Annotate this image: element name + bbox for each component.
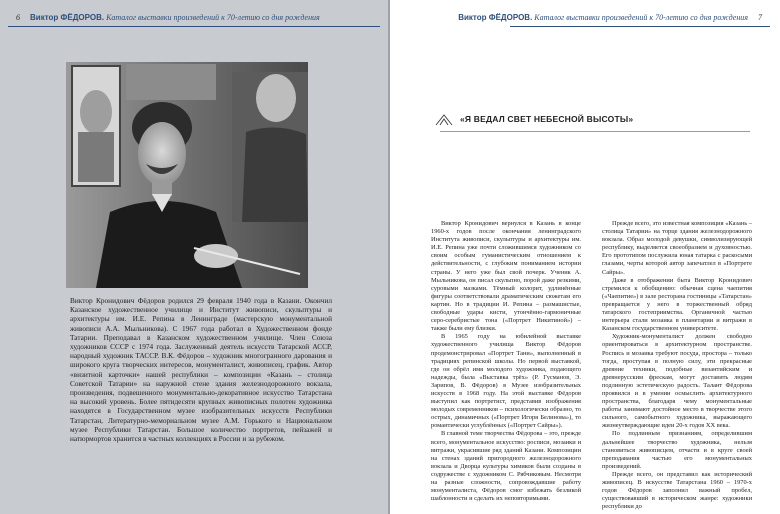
left-running-header [8,13,320,22]
col2-paragraph: По подлинным признаниям, определившим дальнейшее творчество художника, нельзя становиться живописцем, отчасти и в круге своей преподавания частью его монументальных произведений. [602,430,752,470]
right-running-header [458,13,770,22]
col2-paragraph: Художник-монументалист должен свободно ориентироваться в архитектурном пространстве. Роспись и мозаика требуют посуда, простора – только тогда, проступая в полную силу, эти прекрасные древние техники, подобные византийским и древнерусским фрескам, могут доставить людям подлинную эстетическую радость. Талант Фёдорова проявился и в умении осмыслить архитектурного пространства, благодаря чему монументальные работы занимают достойное место в творчестве этого сильного, самобытного художника, выражающего жизнеутверждающие идеи 20-х годов XX века. [602,333,752,430]
left-header-rule [8,26,380,27]
right-header-rule [510,26,770,27]
left-header-caption: Каталог выставки произведений к 70-летию со дня рождения [106,13,320,22]
right-page-number: 7 [758,13,762,22]
col2-paragraph: Даже в отображении быта Виктор Кронидович стремился к обобщению: обычная сцена чаепития («Чаепитие») в зале ресторана гостиницы «Татарстан» превращается у него в торжественный обряд татарского гостеприимства. Органичной частью интерьера стали мозаика в планетарии и витражи в Казанском государственном университете. [602,276,752,333]
left-header-author: Виктор ФЁДОРОВ. [30,13,105,22]
left-page [0,0,388,514]
col1-paragraph: Виктор Кронидович вернулся в Казань в конце 1960-х годов после окончания ленинградского Института живописи, скульптуры и архитектуры им. И.Е. Репина уже почти сложившимся художником со своим особым гуманистическим отношением к действительности, с глубоким пониманием истории страны. У него уже был свой почерк. Ученик А. Мыльникова, он писал скульпно, порой даже резкими, суровыми мазками. Тёмный колорит, удлинённые фигуры соответствовали драматическим сюжетам его картин. Но в традиции И. Репина – размашистые, свободные удары кисти, утончённо-гармоничные серо-серебристые тона («Портрет Никитиной») – также были ему близки. [431,220,581,333]
col1-paragraph: В главной теме творчества Фёдорова – это, прежде всего, монументальное искусство: росписи, мозаики и витражи, украсившие ряд зданий Казани. Композиции на стенах зданий пригородного железнодорожного вокзала и Дворца культуры химиков были созданы в содружестве с художником С. Рябчиковым. Несмотря на разные сложности, сопровождавшие работу монументалиста, Фёдоров смог избежать безликой шаблонности и сделать их неповторимыми. [431,430,581,503]
article-column-2 [602,220,752,511]
article-column-1 [431,220,581,503]
left-page-number: 6 [16,13,20,22]
right-header-author: Виктор ФЁДОРОВ. [458,13,533,22]
col2-paragraph: Прежде всего, он представил как исторический живописец. В искусстве Татарстана 1960 – 1970-х годов Фёдоров заполнил важный пробел, существовавший в историческом жанре: художники республики до [602,470,752,511]
col1-paragraph: В 1965 году на юбилейной выставке художественного училища Виктор Фёдоров продемонстрировал «Портрет Тани», выполненный в традициях репинской школы. Но первой выставкой, где он обрёл имя молодого художника, подающего надежды, была «Выставка трёх» (Р. Гусманов, Э. Зарипов, В. Фёдоров) в Музее изобразительных искусств в 1968 году. На этой выставке Фёдоров выступил как портретист, представив изображения молодых современников – психологически образно, то острых, динамичных («Портрет Игоря Белинова»), то романтически углублённых («Портрет Сайры»). [431,333,581,430]
biography-caption: Виктор Кронидович Фёдоров родился 29 февраля 1940 года в Казани. Окончил Казанское художественное училище и Институт живописи, скульптуры и архитектуры им. И.Е. Репина в Ленинграде (мастерскую монументальной живописи А.А. Мыльникова). С 1967 года работал в Художественном фонде Татарии. Преподавал в Казанском художественном училище. Член Союза художников СССР с 1974 года. Заслуженный деятель искусств Татарской АССР, народный художник ТАССР. В.К. Фёдоров – художник многогранного дарования и широкого круга творческих интересов, монументалист, живописец, график. Автор «визитной карточки» нашей республики – композиции «Казань – столица Советской Татарии» на наружной стене здания железнодорожного вокзала, произведения, подвешенного монументально-декоративное искусство Татарстана на высокий уровень. Более пятидесяти крупных живописных полотен художника находятся в Государственном музее изобразительных искусств Республики Татарстан, Литературно-мемориальном музее А.М. Горького и Национальном музее Республики Татарстан. Большое количество портретов, пейзажей и натюрмортов хранится в частных коллекциях в России и за рубежом. [70,296,332,444]
col2-paragraph: Прежде всего, это известная композиция «Казань – столица Татарии» на торце здания железнодорожного вокзала. Образ молодой девушки, символизирующей республику, выделяется своеобразием и духовностью. Его прототипом послужила юная татарка с раскосыми глазами, черты которой автор запечатлел в «Портрете Сайры». [602,220,752,276]
right-header-caption: Каталог выставки произведений к 70-летию со дня рождения [534,13,748,22]
artist-portrait-photo [66,62,308,288]
chapter-title: «Я ВЕДАЛ СВЕТ НЕБЕСНОЙ ВЫСОТЫ» [460,114,634,124]
